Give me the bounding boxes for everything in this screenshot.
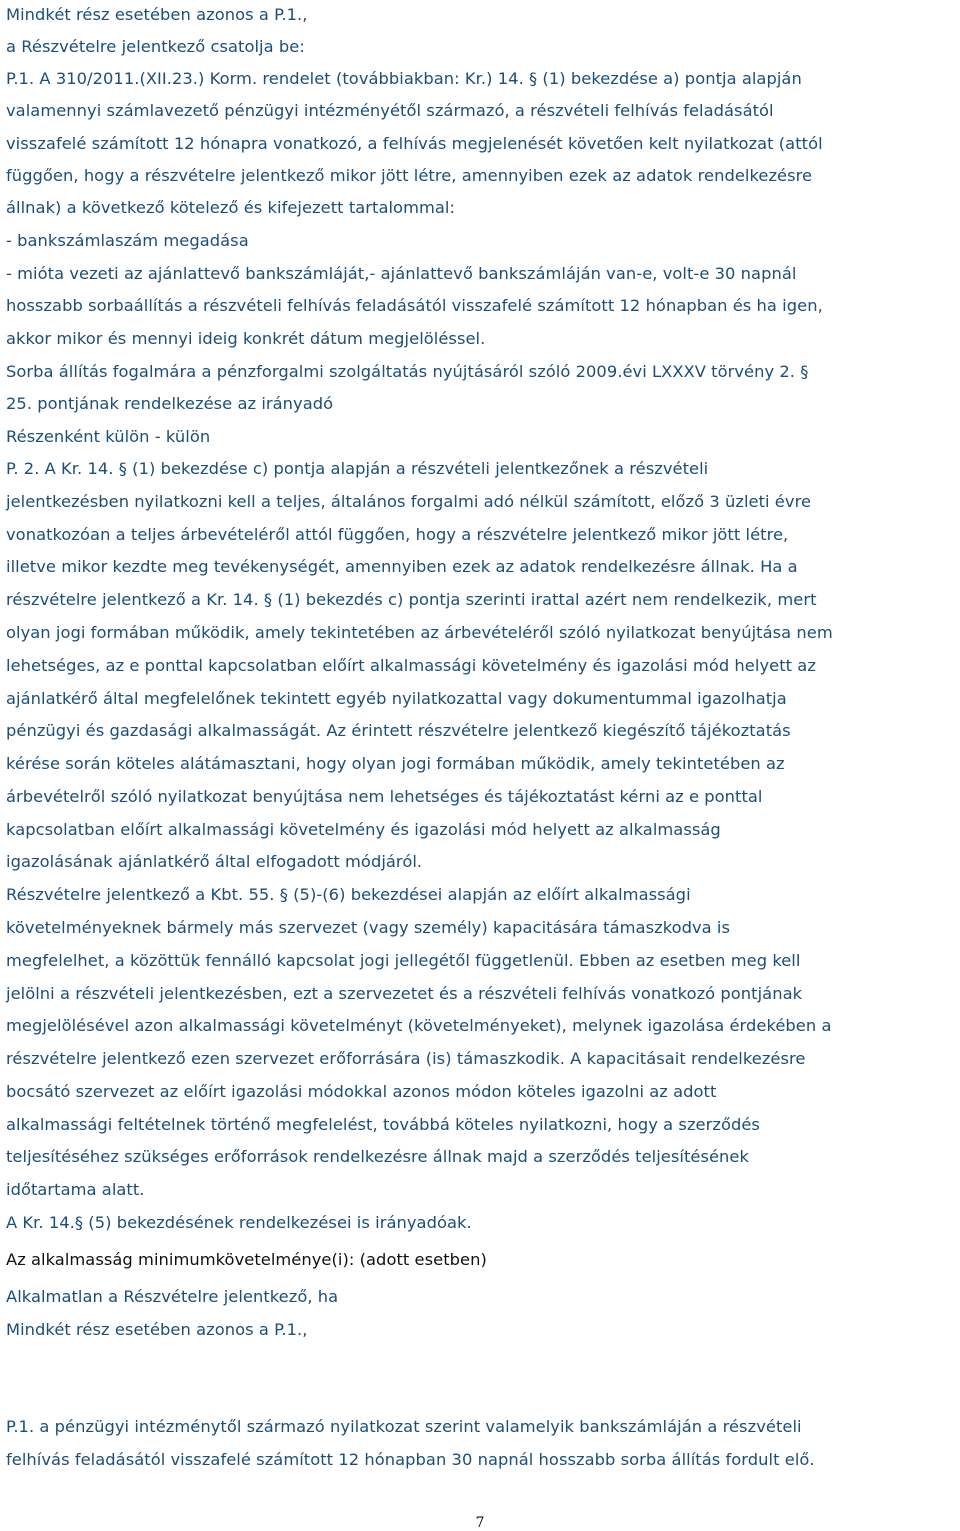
- text-line: visszafelé számított 12 hónapra vonatkozó, a felhívás megjelenését követően kelt nyilatkozat (attól: [6, 134, 823, 153]
- text-line: teljesítéséhez szükséges erőforrások rendelkezésre állnak majd a szerződés teljesítésének: [6, 1147, 749, 1166]
- text-line: akkor mikor és mennyi ideig konkrét dátum megjelöléssel.: [6, 329, 486, 348]
- text-line: a Részvételre jelentkező csatolja be:: [6, 37, 305, 56]
- text-line: lehetséges, az e ponttal kapcsolatban előírt alkalmassági követelmény és igazolási mód helyett az: [6, 656, 816, 675]
- text-line: árbevételről szóló nyilatkozat benyújtása nem lehetséges és tájékoztatást kérni az e ponttal: [6, 787, 763, 806]
- text-line: P.1. a pénzügyi intézménytől származó nyilatkozat szerint valamelyik bankszámláján a részvételi: [6, 1417, 802, 1436]
- text-line: P. 2. A Kr. 14. § (1) bekezdése c) pontja alapján a részvételi jelentkezőnek a részvételi: [6, 459, 709, 478]
- section-heading: Az alkalmasság minimumkövetelménye(i): (adott esetben): [6, 1250, 487, 1269]
- text-line: 25. pontjának rendelkezése az irányadó: [6, 394, 334, 413]
- text-line: követelményeknek bármely más szervezet (vagy személy) kapacitására támaszkodva is: [6, 918, 731, 937]
- text-line: Részvételre jelentkező a Kbt. 55. § (5)-(6) bekezdései alapján az előírt alkalmassági: [6, 885, 691, 904]
- text-line: Részenként külön - külön: [6, 427, 211, 446]
- page-number: 7: [475, 1515, 485, 1531]
- text-line: pénzügyi és gazdasági alkalmasságát. Az érintett részvételre jelentkező kiegészítő tájékoztatás: [6, 721, 791, 740]
- text-line: vonatkozóan a teljes árbevételéről attól függően, hogy a részvételre jelentkező mikor jött létre,: [6, 525, 789, 544]
- text-line: jelölni a részvételi jelentkezésben, ezt a szervezetet és a részvételi felhívás vonatkozó pontjának: [6, 984, 803, 1003]
- text-line: illetve mikor kezdte meg tevékenységét, amennyiben ezek az adatok rendelkezésre állnak. Ha a: [6, 557, 798, 576]
- text-line: jelentkezésben nyilatkozni kell a teljes, általános forgalmi adó nélkül számított, előző 3 üzleti évre: [6, 492, 812, 511]
- text-line: állnak) a következő kötelező és kifejezett tartalommal:: [6, 198, 456, 217]
- text-line: igazolásának ajánlatkérő által elfogadott módjáról.: [6, 852, 423, 871]
- text-line: Mindkét rész esetében azonos a P.1.,: [6, 1320, 308, 1339]
- text-line: hosszabb sorbaállítás a részvételi felhívás feladásától visszafelé számított 12 hónapban és ha igen,: [6, 296, 823, 315]
- text-line: - bankszámlaszám megadása: [6, 231, 249, 250]
- text-line: időtartama alatt.: [6, 1180, 145, 1199]
- text-line: Mindkét rész esetében azonos a P.1.,: [6, 5, 308, 24]
- text-line: A Kr. 14.§ (5) bekezdésének rendelkezései is irányadóak.: [6, 1213, 472, 1232]
- text-line: valamennyi számlavezető pénzügyi intézményétől származó, a részvételi felhívás feladásától: [6, 101, 774, 120]
- text-line: kérése során köteles alátámasztani, hogy olyan jogi formában működik, amely tekintetében az: [6, 754, 785, 773]
- text-line: kapcsolatban előírt alkalmassági követelmény és igazolási mód helyett az alkalmasság: [6, 820, 721, 839]
- text-line: ajánlatkérő által megfelelőnek tekintett egyéb nyilatkozattal vagy dokumentummal igazolhatja: [6, 689, 787, 708]
- text-line: részvételre jelentkező a Kr. 14. § (1) bekezdés c) pontja szerinti irattal azért nem rendelkezik, mert: [6, 590, 817, 609]
- text-line: olyan jogi formában működik, amely tekintetében az árbevételéről szóló nyilatkozat benyújtása nem: [6, 623, 833, 642]
- text-line: P.1. A 310/2011.(XII.23.) Korm. rendelet (továbbiakban: Kr.) 14. § (1) bekezdése a) pontja alapján: [6, 69, 802, 88]
- text-line: függően, hogy a részvételre jelentkező mikor jött létre, amennyiben ezek az adatok rendelkezésre: [6, 166, 813, 185]
- text-line: bocsátó szervezet az előírt igazolási módokkal azonos módon köteles igazolni az adott: [6, 1082, 717, 1101]
- text-line: megfelelhet, a közöttük fennálló kapcsolat jogi jellegétől függetlenül. Ebben az esetben meg kell: [6, 951, 801, 970]
- text-line: részvételre jelentkező ezen szervezet erőforrására (is) támaszkodik. A kapacitásait rendelkezésre: [6, 1049, 806, 1068]
- text-line: Sorba állítás fogalmára a pénzforgalmi szolgáltatás nyújtásáról szóló 2009.évi LXXXV törvény 2. §: [6, 362, 809, 381]
- text-line: alkalmassági feltételnek történő megfelelést, továbbá köteles nyilatkozni, hogy a szerződés: [6, 1115, 760, 1134]
- text-line: Alkalmatlan a Részvételre jelentkező, ha: [6, 1287, 339, 1306]
- text-line: felhívás feladásától visszafelé számított 12 hónapban 30 napnál hosszabb sorba állítás fordult elő.: [6, 1450, 815, 1469]
- text-line: - mióta vezeti az ajánlattevő bankszámláját,- ajánlattevő bankszámláján van-e, volt-e 30 napnál: [6, 264, 797, 283]
- text-line: megjelölésével azon alkalmassági követelményt (követelményeket), melynek igazolása érdekében a: [6, 1016, 832, 1035]
